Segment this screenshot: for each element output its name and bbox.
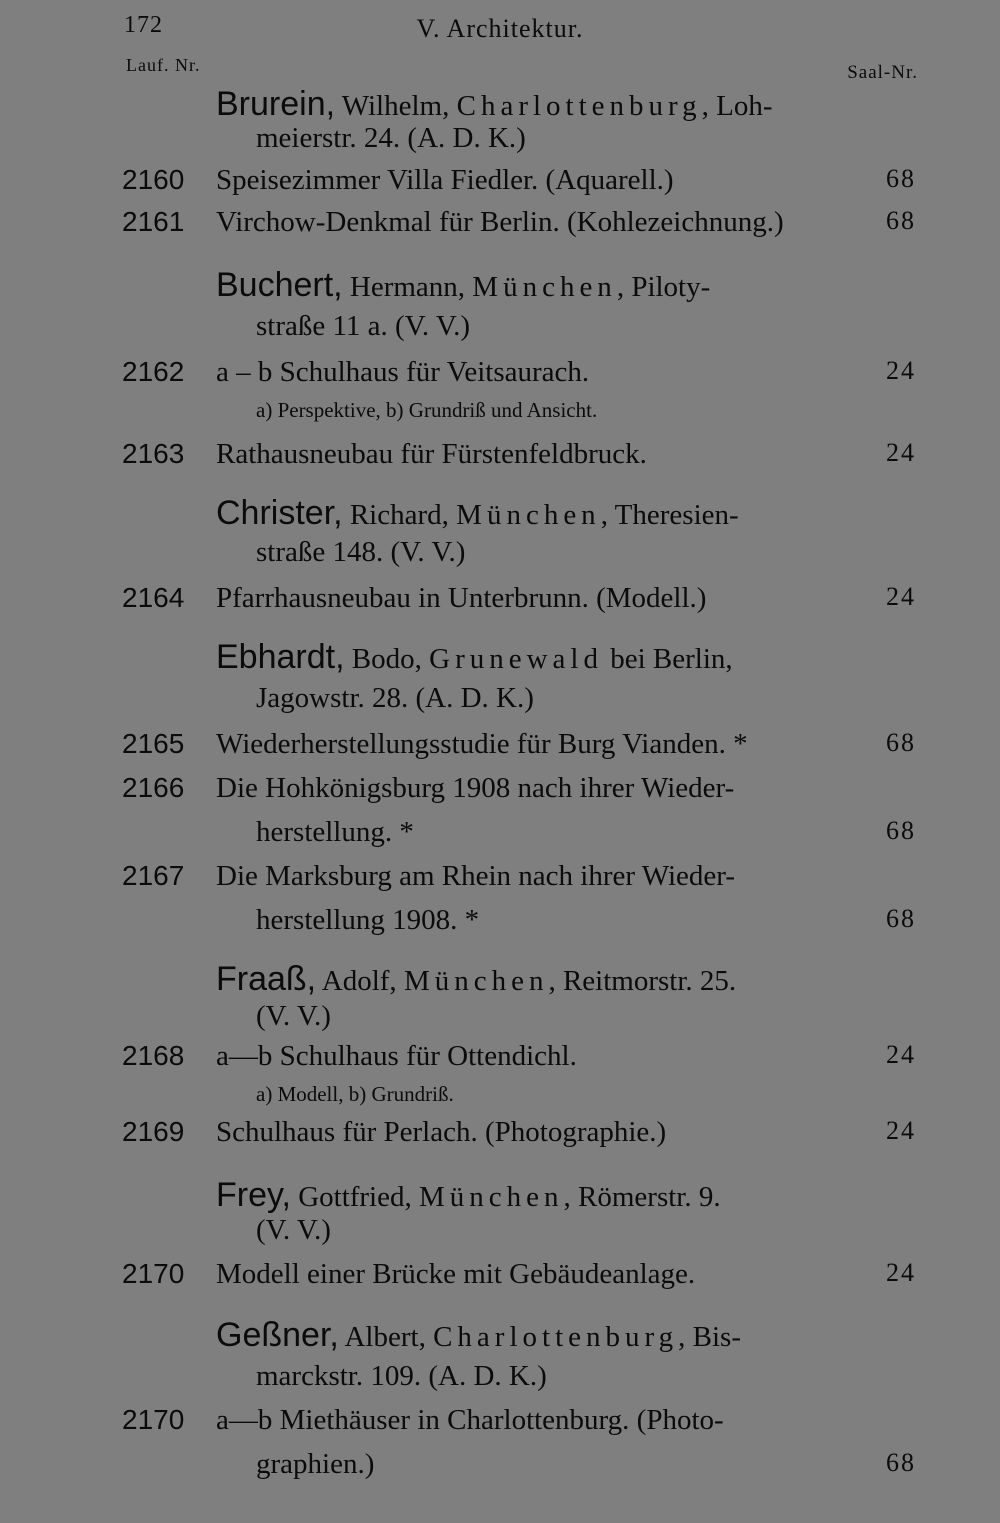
entry-body: Albert,: [338, 1321, 434, 1353]
entry-line: [0, 1040, 1000, 1086]
entry-text: [256, 682, 534, 715]
entry-body: Virchow-Denkmal für Berlin. (Kohlezeichnung.): [216, 206, 784, 238]
entry-body: Wiederherstellungsstudie für Burg Vianden. *: [216, 728, 748, 760]
artist-name: Fraaß,: [216, 960, 317, 998]
city-name: Grunewald: [429, 643, 603, 675]
artist-line: [0, 266, 1000, 312]
entry-text: [256, 904, 479, 937]
artist-line: [0, 494, 1000, 540]
entry-text: [256, 1448, 374, 1481]
lauf-number: 2165: [122, 728, 185, 759]
entry-body: a) Perspektive, b) Grundriß und Ansicht.: [256, 398, 598, 422]
entry-body: herstellung 1908. *: [256, 904, 480, 936]
entry-text: [216, 582, 706, 615]
saal-number: 68: [886, 904, 916, 933]
continuation-line: [0, 1360, 1000, 1406]
continuation-line: [0, 682, 1000, 728]
continuation-line: [0, 816, 1000, 862]
entry-text: [256, 536, 465, 569]
entry-text: [256, 1360, 547, 1393]
address-text: , Reitmorstr. 25.: [548, 965, 737, 997]
city-name: München: [456, 499, 601, 531]
artist-name: Buchert,: [216, 266, 343, 304]
entry-body: Hermann,: [342, 271, 473, 303]
entry-body: a) Modell, b) Grundriß.: [256, 1082, 454, 1106]
entry-text: [256, 398, 597, 423]
artist-name: Brurein,: [216, 85, 336, 123]
entry-text: [216, 164, 674, 197]
lauf-number: 2166: [122, 772, 185, 803]
lauf-number: 2163: [122, 438, 185, 469]
entry-line: [0, 772, 1000, 818]
artist-name: Geßner,: [216, 1316, 339, 1354]
entry-text: [216, 1404, 724, 1437]
entry-line: [0, 582, 1000, 628]
entry-body: meierstr. 24. (A. D. K.): [256, 122, 526, 154]
address-text: , Römerstr. 9.: [563, 1181, 721, 1213]
entry-text: [216, 1176, 721, 1215]
entry-text: [256, 1214, 331, 1247]
entry-body: herstellung. *: [256, 816, 414, 848]
city-name: Charlottenburg: [433, 1321, 679, 1353]
city-name: München: [419, 1181, 564, 1213]
entry-text: [216, 860, 735, 893]
entry-line: [0, 164, 1000, 210]
entry-line: [0, 206, 1000, 252]
entry-body: Pfarrhausneubau in Unterbrunn. (Modell.): [216, 582, 707, 614]
page-number: 172: [124, 12, 163, 38]
entry-body: Bodo,: [344, 643, 430, 675]
entry-line: [0, 438, 1000, 484]
entry-body: Gottfried,: [290, 1181, 419, 1213]
lauf-number: 2170: [122, 1404, 185, 1435]
address-text: , Bis-: [678, 1321, 741, 1353]
entry-text: [216, 1040, 577, 1073]
entry-line: [0, 356, 1000, 402]
entry-text: [256, 1000, 331, 1033]
saal-number: 24: [886, 1040, 916, 1069]
entry-text: [216, 494, 739, 533]
entry-text: [216, 728, 748, 761]
artist-line: [0, 638, 1000, 684]
lauf-number: 2161: [122, 206, 185, 237]
entry-body: Schulhaus für Perlach. (Photographie.): [216, 1116, 667, 1148]
saal-number: 68: [886, 164, 916, 193]
city-name: München: [472, 271, 617, 303]
artist-name: Ebhardt,: [216, 638, 345, 676]
entry-body: straße 11 a. (V. V.): [256, 310, 470, 342]
city-name: Charlottenburg: [456, 90, 702, 122]
entry-body: graphien.): [256, 1448, 375, 1480]
entry-line: [0, 1258, 1000, 1304]
city-name: München: [403, 965, 549, 997]
artist-line: [0, 1316, 1000, 1362]
entry-text: [256, 310, 470, 343]
continuation-line: [0, 1214, 1000, 1260]
entry-text: [216, 1316, 741, 1355]
lauf-number: 2164: [122, 582, 185, 613]
continuation-line: [0, 310, 1000, 356]
saal-number: 24: [886, 1116, 916, 1145]
address-text: , Loh-: [701, 90, 773, 122]
entry-body: Speisezimmer Villa Fiedler. (Aquarell.): [216, 164, 674, 196]
entry-body: straße 148. (V. V.): [256, 536, 466, 568]
lauf-number: 2170: [122, 1258, 185, 1289]
saal-number: 68: [886, 816, 916, 845]
address-text: , Piloty-: [616, 271, 711, 303]
entry-text: [256, 122, 526, 155]
entry-text: [216, 85, 773, 124]
saal-number: 24: [886, 356, 916, 385]
entry-body: a—b Miethäuser in Charlottenburg. (Photo-: [216, 1404, 724, 1436]
lauf-number: 2167: [122, 860, 185, 891]
entry-text: [216, 1258, 695, 1291]
address-text: , Theresien-: [600, 499, 739, 531]
column-heading-saal-nr: Saal-Nr.: [847, 62, 918, 83]
saal-number: 68: [886, 1448, 916, 1477]
entry-body: Rathausneubau für Fürstenfeldbruck.: [216, 438, 647, 470]
entry-line: [0, 1116, 1000, 1162]
entry-text: [216, 638, 733, 677]
entry-body: Jagowstr. 28. (A. D. K.): [256, 682, 534, 714]
entry-body: Die Hohkönigsburg 1908 nach ihrer Wieder-: [216, 772, 735, 804]
continuation-line: [0, 904, 1000, 950]
entry-body: Richard,: [342, 499, 457, 531]
entry-body: Die Marksburg am Rhein nach ihrer Wieder-: [216, 860, 736, 892]
lauf-number: 2169: [122, 1116, 185, 1147]
entry-text: [216, 772, 734, 805]
entry-text: [256, 816, 414, 849]
entry-text: [216, 1116, 666, 1149]
saal-number: 68: [886, 206, 916, 235]
column-heading-lauf-nr: Lauf. Nr.: [126, 55, 201, 75]
running-head: [0, 12, 1000, 48]
entry-text: [216, 206, 784, 239]
lauf-number: 2160: [122, 164, 185, 195]
entry-line: [0, 728, 1000, 774]
address-text: bei Berlin,: [602, 643, 733, 675]
entry-body: a – b Schulhaus für Veitsaurach.: [216, 356, 590, 388]
continuation-line: [0, 536, 1000, 582]
entry-text: [256, 1082, 454, 1107]
saal-number: 68: [886, 728, 916, 757]
entry-text: [216, 960, 736, 999]
entry-body: marckstr. 109. (A. D. K.): [256, 1360, 547, 1392]
entry-body: a—b Schulhaus für Ottendichl.: [216, 1040, 577, 1072]
entry-body: Wilhelm,: [335, 90, 457, 122]
entry-line: [0, 1404, 1000, 1450]
entry-line: [0, 860, 1000, 906]
entry-text: [216, 438, 647, 471]
continuation-line: [0, 122, 1000, 168]
entry-body: Modell einer Brücke mit Gebäudeanlage.: [216, 1258, 696, 1290]
saal-number: 24: [886, 438, 916, 467]
entry-text: [216, 266, 710, 305]
continuation-line: [0, 1448, 1000, 1494]
artist-name: Frey,: [216, 1176, 291, 1214]
section-title: V. Architektur.: [416, 14, 584, 43]
entry-body: (V. V.): [256, 1000, 331, 1032]
lauf-number: 2162: [122, 356, 185, 387]
entry-body: Adolf,: [316, 965, 404, 997]
artist-name: Christer,: [216, 494, 343, 532]
lauf-number: 2168: [122, 1040, 185, 1071]
saal-number: 24: [886, 1258, 916, 1287]
saal-number: 24: [886, 582, 916, 611]
entry-body: (V. V.): [256, 1214, 331, 1246]
entry-text: [216, 356, 589, 389]
